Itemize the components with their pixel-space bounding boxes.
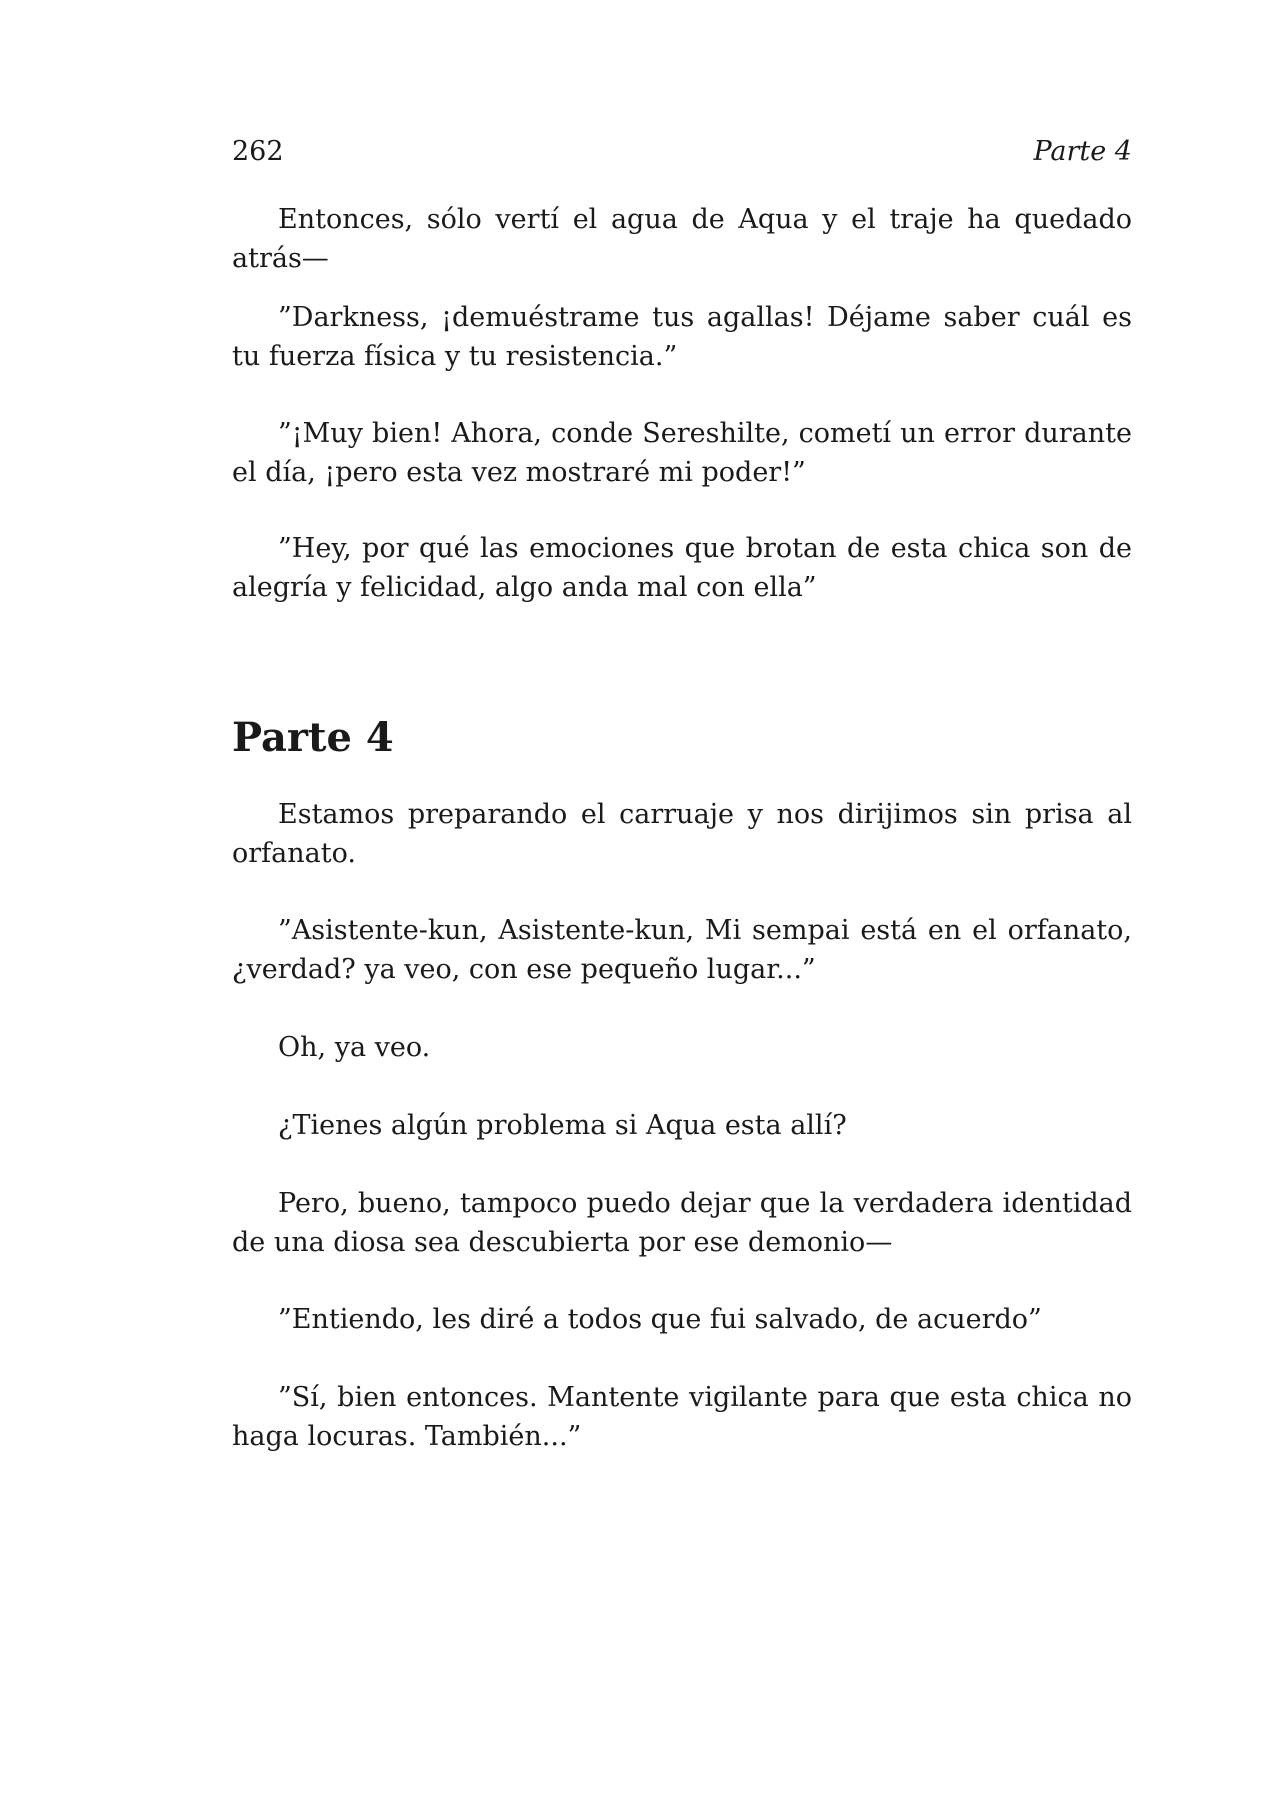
paragraph: ”Hey, por qué las emociones que brotan de esta chica son de alegría y felicidad, algo anda mal con ella”	[232, 533, 1132, 603]
paragraph: Oh, ya veo.	[278, 1032, 431, 1063]
paragraph: Entonces, sólo vertí el agua de Aqua y el traje ha quedado atrás—	[232, 204, 1132, 274]
paragraph: Pero, bueno, tampoco puedo dejar que la verdadera identidad de una diosa sea descubierta por ese demonio—	[232, 1188, 1132, 1258]
paragraph: ”Entiendo, les diré a todos que fui salvado, de acuerdo”	[278, 1304, 1042, 1335]
paragraph: Estamos preparando el carruaje y nos dirijimos sin prisa al orfanato.	[232, 799, 1132, 869]
paragraph: ”Sí, bien entonces. Mantente vigilante para que esta chica no haga locuras. También...”	[232, 1382, 1132, 1452]
running-header	[232, 132, 1132, 172]
paragraph: ¿Tienes algún problema si Aqua esta allí?	[278, 1110, 847, 1141]
page-number: 262	[232, 136, 284, 167]
section-heading: Parte 4	[232, 714, 394, 761]
running-title: Parte 4	[1033, 136, 1132, 167]
paragraph: ”Darkness, ¡demuéstrame tus agallas! Déjame saber cuál es tu fuerza física y tu resistencia.”	[232, 302, 1132, 372]
paragraph: ”¡Muy bien! Ahora, conde Sereshilte, cometí un error durante el día, ¡pero esta vez mostraré mi poder!”	[232, 418, 1132, 488]
paragraph: ”Asistente-kun, Asistente-kun, Mi sempai está en el orfanato, ¿verdad? ya veo, con ese pequeño lugar...”	[232, 915, 1132, 985]
